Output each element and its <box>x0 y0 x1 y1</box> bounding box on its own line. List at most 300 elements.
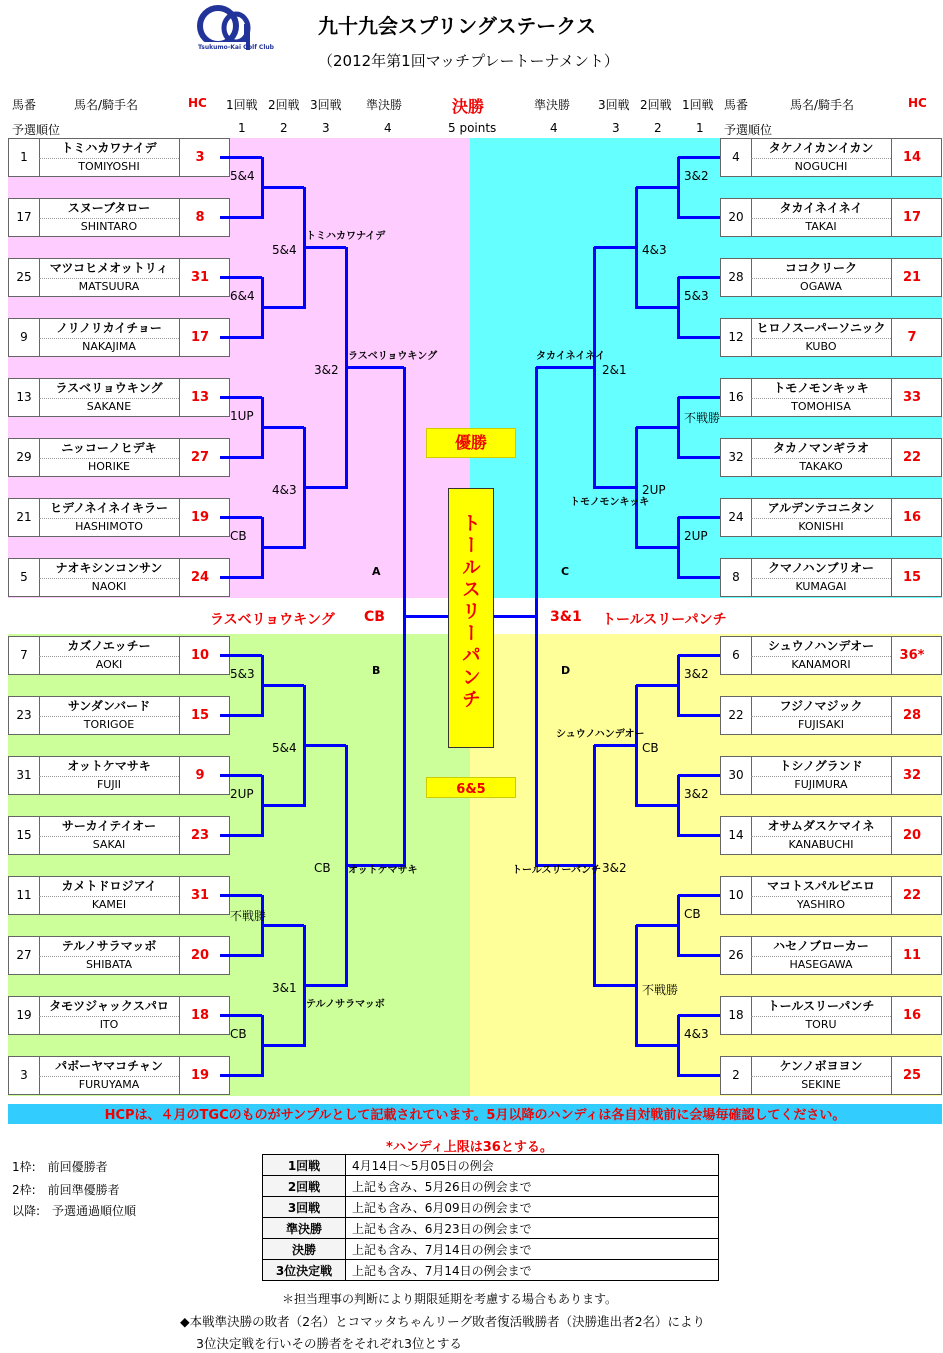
jockey-name: TOMOHISA <box>791 400 851 413</box>
jockey-name: FUJIMURA <box>794 778 848 791</box>
schedule-round: 3位決定戦 <box>263 1260 346 1281</box>
jockey-name: SHIBATA <box>85 958 133 971</box>
bracket-line <box>304 486 346 489</box>
bracket-line <box>262 804 304 807</box>
match-score: 5&4 <box>272 741 297 755</box>
advancer-name: トミハカワナイデ <box>306 231 386 242</box>
hcp-banner <box>8 1104 942 1124</box>
bracket-line <box>220 1014 262 1017</box>
header-name-left: 馬名/騎手名 <box>74 98 139 112</box>
match-score: CB <box>230 529 247 543</box>
entry-left[interactable] <box>8 258 230 297</box>
horse-name: トモノモンキッキ <box>751 379 891 399</box>
bracket-line <box>636 186 678 189</box>
horse-name: テルノサラマッボ <box>39 937 179 957</box>
handicap: 19 <box>179 1057 220 1094</box>
entry-right[interactable] <box>720 996 942 1035</box>
handicap: 25 <box>891 1057 932 1094</box>
entry-left[interactable] <box>8 696 230 735</box>
entry-left[interactable] <box>8 498 230 537</box>
advancer-name: シュウノハンデオー <box>556 729 645 740</box>
entry-left[interactable] <box>8 138 230 177</box>
handicap: 18 <box>179 997 220 1034</box>
entry-right[interactable] <box>720 696 942 735</box>
schedule-period: 4月14日～5月05日の例会 <box>346 1155 719 1176</box>
match-score: 不戦勝 <box>642 983 679 997</box>
seed-label-left: 予選順位 <box>12 123 61 137</box>
final-margin-box <box>426 777 516 798</box>
entry-left[interactable] <box>8 558 230 597</box>
schedule-row <box>263 1218 719 1239</box>
header-horse-left: 馬番 <box>12 98 37 112</box>
horse-name: タケノイカンイカン <box>751 139 891 159</box>
bracket-line <box>636 684 678 687</box>
bracket-line <box>220 516 262 519</box>
entry-left[interactable] <box>8 756 230 795</box>
jockey-name: HORIKE <box>88 460 130 473</box>
advancer-name: タカイネイネイ <box>536 351 606 362</box>
bracket-line <box>678 576 720 579</box>
horse-name: ラスベリョウキング <box>39 379 179 399</box>
bracket-line <box>262 1044 304 1047</box>
hc-limit: *ハンディ上限は36とする。 <box>386 1140 553 1155</box>
header-final: 決勝 <box>452 97 485 116</box>
advancer-name: ラスベリョウキング <box>348 351 438 362</box>
horse-name: フジノマジック <box>751 697 891 717</box>
handicap: 31 <box>179 259 220 296</box>
handicap: 17 <box>891 199 932 236</box>
bracket-line <box>220 954 262 957</box>
advancer-name: トールスリーパンチ <box>512 865 601 876</box>
schedule-round: 1回戦 <box>263 1155 346 1176</box>
header-r2-left: 2回戦 <box>268 98 300 112</box>
jockey-name: NAKAJIMA <box>82 340 136 353</box>
seed-number: 11 <box>9 877 40 914</box>
horse-name: パボーヤマコチャン <box>39 1057 179 1077</box>
match-score: CB <box>684 907 701 921</box>
bracket-line <box>636 1044 678 1047</box>
bracket-line <box>304 246 346 249</box>
left-semi-winner: ラスベリョウキング <box>210 612 335 628</box>
bracket-line <box>678 396 720 399</box>
schedule-round: 2回戦 <box>263 1176 346 1197</box>
bracket-line <box>220 396 262 399</box>
note-1: 1枠: 前回優勝者 <box>12 1160 108 1174</box>
left-semi-score: CB <box>364 609 385 625</box>
footnote-3: 3位決定戦を行いその勝者をそれぞれ3位とする <box>196 1336 462 1351</box>
seed-number: 31 <box>9 757 40 794</box>
handicap: 19 <box>179 499 220 536</box>
header-r2-right: 2回戦 <box>640 98 672 112</box>
match-score: CB <box>230 1027 247 1041</box>
footnote-2: ◆本戦準決勝の敗者（2名）とコマッタちゃんリーグ敗者復活戦勝者（決勝進出者2名）により <box>180 1314 706 1329</box>
entry-left[interactable] <box>8 198 230 237</box>
handicap: 27 <box>179 439 220 476</box>
pts-right-1: 1 <box>696 121 704 135</box>
match-score: 3&2 <box>602 861 627 875</box>
match-score: 不戦勝 <box>684 411 721 425</box>
seed-number: 3 <box>9 1057 40 1094</box>
entry-right[interactable] <box>720 198 942 237</box>
entry-left[interactable] <box>8 378 230 417</box>
header-hc-left: HC <box>188 96 207 110</box>
jockey-name: KUBO <box>805 340 837 353</box>
winner-label: 優勝 <box>454 433 487 452</box>
horse-name: タカイネイネイ <box>751 199 891 219</box>
bracket-line <box>262 924 304 927</box>
schedule-row <box>263 1239 719 1260</box>
horse-name: シュウノハンデオー <box>751 637 891 657</box>
seed-number: 5 <box>9 559 40 596</box>
final-margin: 6&5 <box>456 782 486 797</box>
bracket-line <box>262 684 304 687</box>
entry-left[interactable] <box>8 816 230 855</box>
seed-label-right: 予選順位 <box>724 123 773 137</box>
entry-right[interactable] <box>720 756 942 795</box>
header-horse-right: 馬番 <box>724 98 749 112</box>
bracket-line <box>262 186 304 189</box>
entry-right[interactable] <box>720 1056 942 1095</box>
jockey-name: ITO <box>99 1018 119 1031</box>
match-score: 4&3 <box>642 243 667 257</box>
jockey-name: TAKAI <box>805 220 837 233</box>
entry-left[interactable] <box>8 318 230 357</box>
bracket-line <box>678 456 720 459</box>
seed-number: 15 <box>9 817 40 854</box>
horse-name: スヌーブタロー <box>39 199 179 219</box>
entry-right[interactable] <box>720 876 942 915</box>
club-logo <box>196 4 274 56</box>
bracket-line <box>636 924 678 927</box>
handicap: 20 <box>179 937 220 974</box>
jockey-name: KANABUCHI <box>788 838 854 851</box>
pts-left-1: 1 <box>238 121 246 135</box>
handicap: 16 <box>891 997 932 1034</box>
jockey-name: SAKANE <box>86 400 132 413</box>
match-score: 3&1 <box>272 981 297 995</box>
horse-name: オサムダスケマイネ <box>751 817 891 837</box>
handicap: 33 <box>891 379 932 416</box>
seed-number: 4 <box>721 139 752 176</box>
seed-number: 19 <box>9 997 40 1034</box>
entry-left[interactable] <box>8 1056 230 1095</box>
seed-number: 8 <box>721 559 752 596</box>
bracket-line <box>220 216 262 219</box>
bracket-line <box>678 516 720 519</box>
horse-name: マコトスパルビエロ <box>751 877 891 897</box>
jockey-name: HASEGAWA <box>789 958 853 971</box>
match-score: 2UP <box>642 483 666 497</box>
schedule-row <box>263 1260 719 1281</box>
bracket-line <box>678 654 720 657</box>
match-score: 3&2 <box>684 787 709 801</box>
bracket-line <box>678 336 720 339</box>
match-score: 2&1 <box>602 363 627 377</box>
bracket-line <box>220 894 262 897</box>
pts-left-2: 2 <box>280 121 288 135</box>
match-score: CB <box>642 741 659 755</box>
seed-number: 17 <box>9 199 40 236</box>
seed-number: 22 <box>721 697 752 734</box>
pts-right-4: 4 <box>550 121 558 135</box>
entry-right[interactable] <box>720 816 942 855</box>
header-semi-left: 準決勝 <box>366 98 403 112</box>
schedule-round: 決勝 <box>263 1239 346 1260</box>
pts-left-4: 4 <box>384 121 392 135</box>
advancer-name: トモノモンキッキ <box>570 497 650 508</box>
horse-name: ニッコーノヒデキ <box>39 439 179 459</box>
horse-name: マツコヒメオットリィ <box>39 259 179 279</box>
entry-left[interactable] <box>8 636 230 675</box>
handicap: 20 <box>891 817 932 854</box>
bracket-line <box>678 276 720 279</box>
header-r1-right: 1回戦 <box>682 98 714 112</box>
bracket-line <box>678 954 720 957</box>
seed-number: 12 <box>721 319 752 356</box>
seed-number: 10 <box>721 877 752 914</box>
match-score: 不戦勝 <box>230 909 267 923</box>
seed-number: 23 <box>9 697 40 734</box>
winner-name: トールスリーパンチ <box>459 513 481 711</box>
handicap: 22 <box>891 439 932 476</box>
bracket-line <box>594 744 636 747</box>
quadrant-label-d: D <box>561 664 571 677</box>
bracket-line <box>404 615 448 618</box>
handicap: 9 <box>179 757 220 794</box>
seed-number: 7 <box>9 637 40 674</box>
header-semi-right: 準決勝 <box>534 98 571 112</box>
entry-right[interactable] <box>720 498 942 537</box>
handicap: 15 <box>891 559 932 596</box>
handicap: 3 <box>179 139 220 176</box>
bracket-line <box>220 774 262 777</box>
seed-number: 30 <box>721 757 752 794</box>
bracket-line <box>536 366 594 369</box>
bracket-line <box>220 834 262 837</box>
match-score: 3&2 <box>684 169 709 183</box>
bracket-line <box>262 546 304 549</box>
jockey-name: AOKI <box>95 658 123 671</box>
right-semi-winner: トールスリーパンチ <box>602 612 727 628</box>
bracket-line <box>220 714 262 717</box>
page-subtitle: （2012年第1回マッチプレートーナメント） <box>318 52 619 70</box>
handicap: 21 <box>891 259 932 296</box>
horse-name: アルデンテコニタン <box>751 499 891 519</box>
horse-name: トシノグランド <box>751 757 891 777</box>
header-name-right: 馬名/騎手名 <box>790 98 855 112</box>
match-score: 1UP <box>230 409 254 423</box>
handicap: 7 <box>891 319 932 356</box>
horse-name: ハセノブローカー <box>751 937 891 957</box>
horse-name: カメトドロジアイ <box>39 877 179 897</box>
right-semi-score: 3&1 <box>550 609 582 625</box>
entry-right[interactable] <box>720 558 942 597</box>
entry-right[interactable] <box>720 138 942 177</box>
jockey-name: TOMIYOSHI <box>78 160 140 173</box>
seed-number: 25 <box>9 259 40 296</box>
horse-name: ココクリーク <box>751 259 891 279</box>
match-score: 3&2 <box>314 363 339 377</box>
bracket-line <box>594 246 636 249</box>
bracket-line <box>262 306 304 309</box>
jockey-name: KONISHI <box>798 520 844 533</box>
bracket-line <box>304 984 346 987</box>
entry-left[interactable] <box>8 876 230 915</box>
handicap: 16 <box>891 499 932 536</box>
footnote-1: ＊担当理事の判断により期限延期を考慮する場合もあります。 <box>282 1292 618 1306</box>
horse-name: ノリノリカイチョー <box>39 319 179 339</box>
bracket-line <box>678 156 720 159</box>
entry-left[interactable] <box>8 438 230 477</box>
jockey-name: KAMEI <box>91 898 127 911</box>
match-score: 5&4 <box>272 243 297 257</box>
logo-text: Tsukumo-Kai Golf Club <box>198 44 274 51</box>
seed-number: 27 <box>9 937 40 974</box>
bracket-line <box>636 306 678 309</box>
bracket-line <box>220 576 262 579</box>
entry-right[interactable] <box>720 438 942 477</box>
seed-number: 18 <box>721 997 752 1034</box>
handicap: 31 <box>179 877 220 914</box>
page-title: 九十九会スプリングステークス <box>318 14 596 38</box>
jockey-name: FUJII <box>96 778 122 791</box>
bracket-line <box>220 156 262 159</box>
jockey-name: NAOKI <box>91 580 127 593</box>
bracket-line <box>220 1074 262 1077</box>
match-score: CB <box>314 861 331 875</box>
schedule-row <box>263 1197 719 1218</box>
jockey-name: SHINTARO <box>80 220 138 233</box>
schedule-round: 3回戦 <box>263 1197 346 1218</box>
bracket-line <box>678 834 720 837</box>
handicap: 17 <box>179 319 220 356</box>
entry-right[interactable] <box>720 936 942 975</box>
bracket-line <box>220 276 262 279</box>
bracket-line <box>636 546 678 549</box>
quadrant-label-b: B <box>372 664 381 677</box>
bracket-line <box>594 486 636 489</box>
quadrant-label-a: A <box>372 565 381 578</box>
bracket-line <box>304 744 346 747</box>
seed-number: 29 <box>9 439 40 476</box>
match-score: 5&4 <box>230 169 255 183</box>
horse-name: タモツジャックスパロ <box>39 997 179 1017</box>
schedule-period: 上記も含み、7月14日の例会まで <box>346 1260 719 1281</box>
schedule-period: 上記も含み、6月23日の例会まで <box>346 1218 719 1239</box>
match-score: 5&3 <box>230 667 255 681</box>
seed-number: 20 <box>721 199 752 236</box>
advancer-name: オットケマサキ <box>348 865 418 876</box>
jockey-name: KANAMORI <box>791 658 851 671</box>
horse-name: トールスリーパンチ <box>751 997 891 1017</box>
quadrant-label-c: C <box>561 565 570 578</box>
match-score: 2UP <box>230 787 254 801</box>
header-r3-left: 3回戦 <box>310 98 342 112</box>
jockey-name: KUMAGAI <box>795 580 847 593</box>
seed-number: 28 <box>721 259 752 296</box>
bracket-line <box>346 366 404 369</box>
entry-right[interactable] <box>720 318 942 357</box>
schedule-round: 準決勝 <box>263 1218 346 1239</box>
jockey-name: TORU <box>805 1018 837 1031</box>
bracket-line <box>220 654 262 657</box>
handicap: 8 <box>179 199 220 236</box>
handicap: 32 <box>891 757 932 794</box>
jockey-name: FUJISAKI <box>797 718 845 731</box>
handicap: 23 <box>179 817 220 854</box>
bracket-line <box>220 456 262 459</box>
handicap: 11 <box>891 937 932 974</box>
entry-left[interactable] <box>8 996 230 1035</box>
bracket-line <box>678 894 720 897</box>
schedule-period: 上記も含み、6月09日の例会まで <box>346 1197 719 1218</box>
jockey-name: SEKINE <box>801 1078 841 1091</box>
jockey-name: TORIGOE <box>83 718 135 731</box>
note-2: 2枠: 前回準優勝者 <box>12 1183 120 1197</box>
match-score: 3&2 <box>684 667 709 681</box>
seed-number: 6 <box>721 637 752 674</box>
bracket-line <box>492 615 536 618</box>
horse-name: サーカイテイオー <box>39 817 179 837</box>
bracket-line <box>594 984 636 987</box>
jockey-name: HASHIMOTO <box>75 520 143 533</box>
bracket-line <box>678 1014 720 1017</box>
bracket-line <box>262 426 304 429</box>
entry-right[interactable] <box>720 258 942 297</box>
entry-right[interactable] <box>720 636 942 675</box>
schedule-period: 上記も含み、7月14日の例会まで <box>346 1239 719 1260</box>
header-r3-right: 3回戦 <box>598 98 630 112</box>
horse-name: ナオキシンコンサン <box>39 559 179 579</box>
winner-box <box>448 488 494 748</box>
bracket-line <box>678 714 720 717</box>
handicap: 24 <box>179 559 220 596</box>
horse-name: ヒロノスーパーソニック <box>751 319 891 339</box>
seed-number: 26 <box>721 937 752 974</box>
schedule-period: 上記も含み、5月26日の例会まで <box>346 1176 719 1197</box>
header-r1-left: 1回戦 <box>226 98 258 112</box>
match-score: 4&3 <box>684 1027 709 1041</box>
entry-left[interactable] <box>8 936 230 975</box>
bracket-line <box>678 774 720 777</box>
note-3: 以降: 予選通過順位順 <box>12 1204 137 1218</box>
jockey-name: YASHIRO <box>796 898 846 911</box>
handicap: 15 <box>179 697 220 734</box>
seed-number: 13 <box>9 379 40 416</box>
horse-name: タカノマンギラオ <box>751 439 891 459</box>
handicap: 13 <box>179 379 220 416</box>
handicap: 22 <box>891 877 932 914</box>
handicap: 36* <box>891 637 932 674</box>
seed-number: 1 <box>9 139 40 176</box>
entry-right[interactable] <box>720 378 942 417</box>
horse-name: トミハカワナイデ <box>39 139 179 159</box>
jockey-name: SAKAI <box>92 838 126 851</box>
match-score: 5&3 <box>684 289 709 303</box>
handicap: 10 <box>179 637 220 674</box>
jockey-name: OGAWA <box>800 280 842 293</box>
seed-number: 32 <box>721 439 752 476</box>
pts-left-3: 3 <box>322 121 330 135</box>
seed-number: 2 <box>721 1057 752 1094</box>
pts-final: 5 points <box>448 121 497 135</box>
horse-name: ヒデノネイネイキラー <box>39 499 179 519</box>
schedule-row <box>263 1155 719 1176</box>
seed-number: 9 <box>9 319 40 356</box>
bracket-line <box>220 336 262 339</box>
jockey-name: TAKAKO <box>799 460 843 473</box>
horse-name: カズノエッチー <box>39 637 179 657</box>
